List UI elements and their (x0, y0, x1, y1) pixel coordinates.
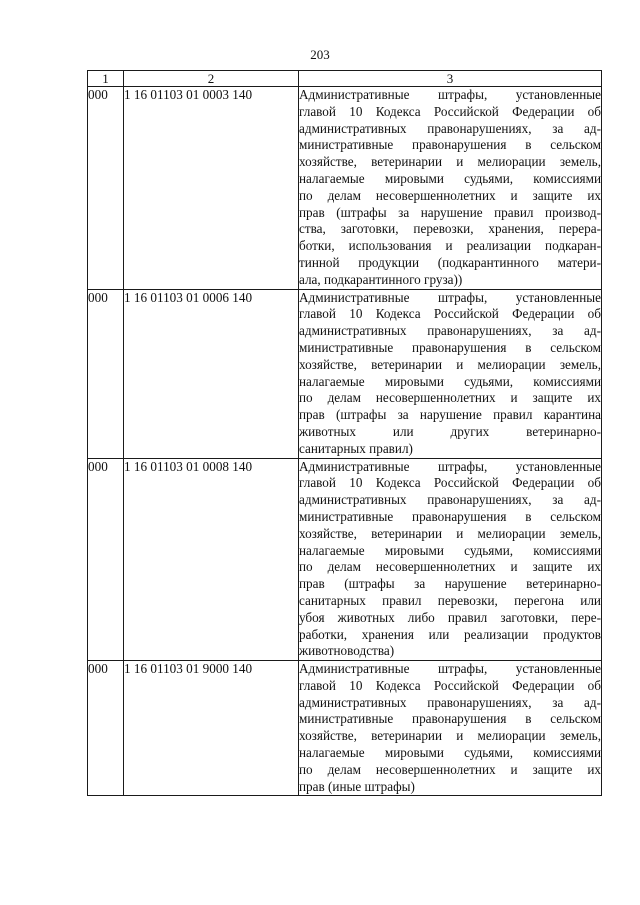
description-line: хозяйстве, ветеринарии и мелиорации земель, (299, 356, 601, 372)
table-row (88, 87, 602, 290)
description-line: животноводства) (299, 643, 395, 659)
kbk-code-cell: 1 16 01103 01 0008 140 (124, 458, 299, 661)
description-line: Административные штрафы, установленные (299, 458, 601, 474)
page-number: 203 (310, 47, 330, 62)
description-line: по делам несовершеннолетних и защите их (299, 390, 601, 406)
table-header-row (88, 71, 602, 87)
column-header-2: 2 (124, 71, 299, 87)
description-line: прав (иные штрафы) (299, 778, 415, 794)
kbk-code-cell: 1 16 01103 01 0003 140 (124, 87, 299, 290)
description-cell (299, 458, 602, 661)
description-line: Административные штрафы, установленные (299, 87, 601, 102)
description-cell (299, 289, 602, 458)
description-line: налагаемые мировыми судьями, комиссиями (299, 170, 601, 186)
column-header-1: 1 (88, 71, 124, 87)
table-row (88, 458, 602, 661)
table-row (88, 289, 602, 458)
admin-code-cell: 000 (88, 661, 124, 796)
description-line: налагаемые мировыми судьями, комиссиями (299, 542, 601, 558)
admin-code-cell: 000 (88, 289, 124, 458)
description-line: административных правонарушениях, за ад- (299, 323, 601, 339)
description-line: ботки, использования и реализации подкаран- (299, 238, 601, 254)
description-line: работки, хранения или реализации продуктов (299, 626, 601, 642)
description-line: министративные правонарушения в сельском (299, 711, 601, 727)
kbk-code-cell: 1 16 01103 01 0006 140 (124, 289, 299, 458)
kbk-code-cell: 1 16 01103 01 9000 140 (124, 661, 299, 796)
description-line: по делам несовершеннолетних и защите их (299, 559, 601, 575)
description-line: административных правонарушениях, за ад- (299, 694, 601, 710)
table-row (88, 661, 602, 796)
description-line: ала, подкарантинного груза)) (299, 271, 463, 287)
description-line: убоя животных либо правил заготовки, пере- (299, 609, 601, 625)
column-header-3: 3 (299, 71, 602, 87)
description-line: прав (штрафы за нарушение правил производ- (299, 204, 601, 220)
description-line: прав (штрафы за нарушение ветеринарно- (299, 576, 601, 592)
description-line: главой 10 Кодекса Российской Федерации об (299, 475, 601, 491)
description-line: санитарных правил) (299, 440, 413, 456)
description-line: административных правонарушениях, за ад- (299, 120, 601, 136)
admin-code-cell: 000 (88, 458, 124, 661)
description-line: главой 10 Кодекса Российской Федерации об (299, 306, 601, 322)
description-line: тинной продукции (подкарантинного матери- (299, 254, 601, 270)
description-line: хозяйстве, ветеринарии и мелиорации земель, (299, 728, 601, 744)
description-cell (299, 87, 602, 290)
description-line: административных правонарушениях, за ад- (299, 492, 601, 508)
description-line: налагаемые мировыми судьями, комиссиями (299, 373, 601, 389)
description-line: санитарных правил перевозки, перегона или (299, 592, 601, 608)
description-line: по делам несовершеннолетних и защите их (299, 187, 601, 203)
description-line: хозяйстве, ветеринарии и мелиорации земель, (299, 525, 601, 541)
description-line: налагаемые мировыми судьями, комиссиями (299, 745, 601, 761)
budget-codes-table (87, 70, 602, 796)
description-line: главой 10 Кодекса Российской Федерации об (299, 103, 601, 119)
description-line: прав (штрафы за нарушение правил карантина (299, 407, 601, 423)
admin-code-cell: 000 (88, 87, 124, 290)
description-line: по делам несовершеннолетних и защите их (299, 761, 601, 777)
description-line: хозяйстве, ветеринарии и мелиорации земель, (299, 154, 601, 170)
description-line: ства, заготовки, перевозки, хранения, перера- (299, 221, 601, 237)
description-line: министративные правонарушения в сельском (299, 339, 601, 355)
description-line: министративные правонарушения в сельском (299, 137, 601, 153)
description-line: главой 10 Кодекса Российской Федерации об (299, 677, 601, 693)
description-line: Административные штрафы, установленные (299, 289, 601, 305)
description-line: животных или других ветеринарно- (299, 423, 601, 439)
description-line: министративные правонарушения в сельском (299, 508, 601, 524)
description-cell (299, 661, 602, 796)
description-line: Административные штрафы, установленные (299, 661, 601, 677)
